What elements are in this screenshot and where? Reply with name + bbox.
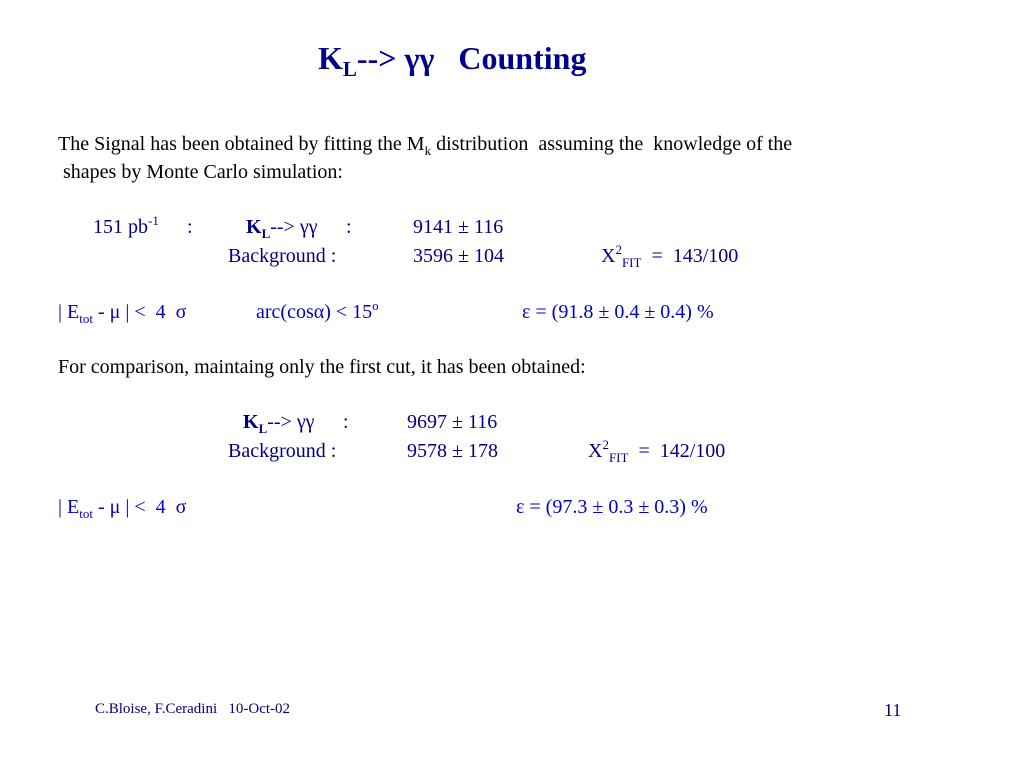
page-number: 11 xyxy=(884,700,902,720)
background-label-2: Background : xyxy=(228,440,337,462)
signal-colon-1: : xyxy=(346,216,352,238)
signal-label-2: $K_L--> \gamma\gamma$ xyxy=(243,411,315,436)
footer-authors-date: C.Bloise, F.Ceradini 10-Oct-02 xyxy=(95,701,291,717)
luminosity-colon: : xyxy=(187,216,193,238)
intro-line-2: shapes by Monte Carlo simulation: xyxy=(63,161,343,183)
energy-cut-2: | $E_{tot}$ - μ | < 4 σ xyxy=(58,496,187,521)
signal-value-2: 9697 ± 116 xyxy=(407,411,498,433)
intro-line-1: The Signal has been obtained by fitting the $M_k$ distribution assuming the knowledge of the xyxy=(58,133,793,158)
signal-value-1: 9141 ± 116 xyxy=(413,216,504,238)
luminosity: 151 $pb^{-1}$ xyxy=(93,213,159,238)
angle-cut-1: $arc(\cos\alpha) < 15^o$ xyxy=(256,298,379,323)
chi2-fit-1: $X^2_{FIT} = 143/100$ xyxy=(601,242,739,270)
page-title: $K_L--> \gamma\gamma$ Counting xyxy=(318,40,587,81)
background-value-2: 9578 ± 178 xyxy=(407,440,498,462)
signal-label-1: $K_L--> \gamma\gamma$ xyxy=(246,216,318,241)
energy-cut-1: | $E_{tot}$ - μ | < 4 σ xyxy=(58,301,187,326)
background-value-1: 3596 ± 104 xyxy=(413,245,504,267)
background-label-1: Background : xyxy=(228,245,337,267)
signal-colon-2: : xyxy=(343,411,349,433)
efficiency-1: ε = (91.8 ± 0.4 ± 0.4) % xyxy=(522,301,714,323)
comparison-text: For comparison, maintaing only the first cut, it has been obtained: xyxy=(58,356,586,378)
chi2-fit-2: $X^2_{FIT} = 142/100$ xyxy=(588,437,726,465)
efficiency-2: ε = (97.3 ± 0.3 ± 0.3) % xyxy=(516,496,708,518)
